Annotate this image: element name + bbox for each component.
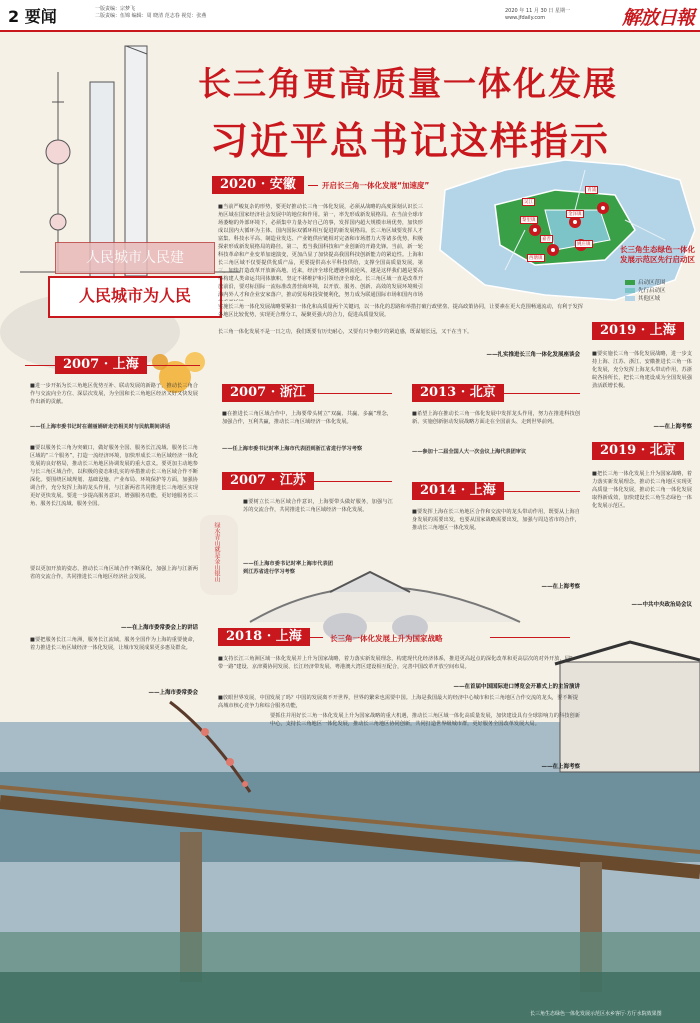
- section-2007-zhejiang-text: ■在推进长三角区域合作中，上海要带头树立“双赢、共赢、多赢”理念，加强合作，互利共赢，推动长三角区域经济一体化发展。: [222, 411, 392, 425]
- section-2013-beijing-text: ■希望上海在推动长三角一体化发展中发挥龙头作用，努力在推进科技创新、实施创新驱动发展战略方面走在全国前头、走到世界前列。: [412, 411, 580, 425]
- map-pin-label: 嘉善: [542, 237, 551, 242]
- map-pin-label: 吴江: [524, 200, 533, 205]
- legend-item: 其他区域: [625, 294, 666, 302]
- section-2020-source: ——扎实推进长三角一体化发展座谈会: [486, 352, 580, 358]
- year-banner-2019-shanghai: 2019 · 上海: [592, 322, 684, 340]
- section-2007-jiangsu-source: ——任上海市委书记时率上海市代表团到江苏省进行学习考察: [243, 561, 333, 575]
- newspaper-logo: 解放日報: [622, 7, 695, 29]
- year-banner: 2020 · 安徽: [212, 176, 304, 194]
- section-2007-shanghai-source-3: ——上海市委常委会: [148, 690, 198, 696]
- section-2018-text-3: 要抓住并用好长三角一体化发展上升为国家战略的重大机遇，推动长三角区域一体化高质量发展，加快建设具有全球影响力的科技创新中心，支持长三角地区一体化发展，推动长三角地区协同创新，共同打造世界级城市群，更好服务全国改革发展大局。: [270, 713, 580, 727]
- section-2019-beijing-source: ——中共中央政治局会议: [631, 602, 692, 608]
- page-number: 2 要闻: [8, 7, 57, 26]
- section-2019-shanghai-text: ■要实施长三角一体化发展战略，进一步支持上海、江苏、浙江、安徽推进长三角一体化发展，充分发挥上海龙头带动作用，苏浙皖各扬所长，把长三角建设成为全国发展强劲活跃增长极。: [592, 351, 692, 389]
- section-2007-shanghai-text-4: ■要把服务长江三角洲，服务长江流域，服务全国作为上海的重要使命，着力推进长三角区域经济一体化发展，让城市发展成果更多惠及群众。: [30, 637, 198, 651]
- masthead: [0, 0, 700, 32]
- year-banner-2007-zhejiang: 2007 · 浙江: [222, 384, 314, 402]
- editor-credits: 一版责编：宗梦飞 二版责编：伍锦 编辑：周 晓清 范志春 视觉：张燕: [95, 6, 207, 19]
- banner-line: [500, 393, 580, 394]
- map-legend: [625, 278, 666, 302]
- year-banner-2007-jiangsu: 2007 · 江苏: [222, 472, 314, 490]
- map-pin-label: 黎里镇: [522, 218, 536, 223]
- year-banner-2019-beijing: 2019 · 北京: [592, 442, 684, 460]
- year-banner-2007-shanghai: 2007 · 上海: [55, 356, 147, 374]
- section-2018-source-1: ——在首届中国国际进口博览会开幕式上的主旨演讲: [453, 684, 580, 690]
- year-banner-2014-shanghai: 2014 · 上海: [412, 482, 504, 500]
- section-2018-text-1: ■支持长江三角洲区域一体化发展并上升为国家战略，着力落实新发展理念，构建现代化经济体系，推进更高起点的深化改革和更高层次的对外开放，同“一带一路”建设、京津冀协同发展、长江经济带发展、粤港澳大湾区建设相互配合，完善中国改革开放空间布局。: [218, 656, 578, 670]
- section-theme: 长三角一体化发展上升为国家战略: [330, 634, 443, 643]
- legend-item: 启动区范围: [625, 278, 666, 286]
- section-2007-shanghai-source-1: ——任上海市委书记时在谢丽娟研走访相关时与民航期间讲话: [30, 424, 171, 430]
- legend-item: 先行启动区: [625, 286, 666, 294]
- section-2018-source-2: ——在上海考察: [541, 764, 580, 770]
- map-pin-label: 西塘镇: [529, 256, 543, 261]
- banner-line: [25, 365, 55, 366]
- issue-date: 2020 年 11 月 30 日 星期一 www.jfdaily.com: [505, 8, 570, 21]
- inscription-text: 绿水青山就是金山银山: [213, 522, 220, 582]
- banner-line: [490, 637, 570, 638]
- banner-line: [500, 491, 580, 492]
- map-pin-label: 姚庄镇: [577, 242, 591, 247]
- banner-line: [310, 393, 392, 394]
- section-2019-shanghai-source: ——在上海考察: [653, 424, 692, 430]
- section-2014-shanghai-source: ——在上海考察: [541, 584, 580, 590]
- banner-line: [303, 637, 323, 638]
- section-2020-text-3: 长三角一体化发展不是一日之功，我们既要有历史耐心，又要有只争朝夕的紧迫感，既谋划长远，又干在当下。: [218, 329, 473, 335]
- section-2007-shanghai-text-3: 要以更加开放的姿态，推动长三角区域合作不断深化，加强上海与江浙两省的交流合作，共同推进长三角地区经济社会发展。: [30, 566, 198, 580]
- section-2007-shanghai-text-1: ■进一步开拓为长三角地区优势互补、联动发展的新路子，推动长三角合作与交流向全方位、深层次发展，为全国和长三角地区经济又好又快发展作出新的贡献。: [30, 383, 198, 405]
- legend-swatch: [625, 280, 635, 285]
- headline-line-1: 长三角更高质量一体化发展: [198, 64, 618, 103]
- map-caption: 长三角生态绿色一体化发展示范区先行启动区: [620, 245, 695, 264]
- banner-line: [310, 481, 392, 482]
- headline-line-2: 习近平总书记这样指示: [210, 118, 611, 163]
- banner-line: [140, 365, 200, 366]
- year-banner-2013-beijing: 2013 · 北京: [412, 384, 504, 402]
- section-2007-shanghai-source-2: ——在上海市委常委会上的讲话: [120, 625, 198, 631]
- section-2019-beijing-text: ■把长三角一体化发展上升为国家战略，着力落实新发展理念，推动长三角地区实现更高质量一体化发展，推动长三角一体化发展取得新成效，加快建设长三角生态绿色一体化发展示范区。: [592, 471, 692, 509]
- section-2007-jiangsu-text: ■要树立长三角区域合作意识，上海要带头做好服务，加强与江苏的交流合作，共同推进长三角区域经济一体化发展。: [243, 499, 393, 513]
- section-2020-text-1: ■当前严峻复杂的形势，要更好推动长三角一体化发展，必须从战略的高度深刻认识长三角区域在国家经济社会发展中的地位和作用。第一，率先形成新发展格局。在当前全球市场萎缩的外部环境下，必须集中力量办好自己的事，发挥国内超大规模市场优势，加快形成以国内大循环为主体、国内国际双循环相互促进的新发展格局。长三角区域要发挥人才富集、科技水平高、制造业发达、产业链供应链相对完备和市场潜力大等诸多优势，积极探索形成新发展格局的路径。第二，勇当我国科技和产业创新的开路先锋。当前，新一轮科技革命和产业变革加速演变，更加凸显了加快提高我国科技创新能力的紧迫性。上海和长三角区域不仅要提供优质产品，更要提供高水平科技供给，支撑全国高质量发展。第三，加快打造改革开放新高地。近来，经济全球化遭遇倒流逆风，越是这样我们越是要高举构建人类命运共同体旗帜，坚定不移维护和引领经济全球化。长三角区域一直是改革开放前沿，要对标国际一流标准改善营商环境，以开放、服务、创新、高效的发展环境吸引海内外人才和企业安家落户，推动贸易和投资便利化，努力成为联通国际市场和国内市场: [218, 204, 423, 298]
- section-2018-text-2: ■放眼世界发展，中国发展了吗？中国的发展离不开世界，世界的繁荣也需要中国。上海是我国最大的经济中心城市和长三角地区合作交流的龙头，要不断提高城市核心竞争力和综合服务功能，: [218, 695, 578, 709]
- banner-line: [308, 185, 318, 186]
- slogan-board: 人民城市为人民: [48, 276, 222, 318]
- section-2014-shanghai-text: ■要发挥上海在长三角地区合作和交流中的龙头带动作用，既要从上海自身发展的需要出发，也要从国家战略需要出发，加强与周边省市的合作，推动长三角地区一体化发展。: [412, 509, 580, 531]
- section-2007-shanghai-text-2: ■要以服务长三角为突破口，做好服务全国、服务长江流域、服务长三角区域的“三个服务”，打造一流经济环境，加快形成长三角区域经济一体化发展的良好格局，推动长三角地区协调发展的重大意义。要更加主动地参与长三角区域合作，以积极的姿态和扎实的举措推动长三角区域合作不断深化。要围绕区域规划、基础设施、产业布局、环境保护等方面，加强协调合作，充分发挥上海的龙头作用，与江浙两省共同推进长三角地区实现更好更快发展。要进一步提高服务意识，增强服务功能，更好地服务长三角、服务长江流域、服务全国。: [30, 445, 198, 507]
- slogan-upper: 人民城市人民建: [55, 242, 215, 274]
- section-theme: 开启长三角一体化发展“加速度”: [322, 181, 430, 190]
- legend-swatch: [625, 288, 635, 293]
- legend-swatch: [625, 296, 635, 301]
- section-2013-beijing-source: ——参加十二届全国人大一次会议上海代表团审议: [412, 449, 527, 455]
- year-banner-2018-shanghai: 2018 · 上海: [218, 628, 310, 646]
- photo-caption: 长三角生态绿色一体化发展示范区水乡客厅·方厅水院效果图: [530, 1011, 662, 1017]
- map-pin-label: 青浦: [587, 188, 596, 193]
- section-2007-zhejiang-source: ——任上海市委书记时率上海市代表团到浙江省进行学习考察: [222, 446, 363, 452]
- map-pin-label: 金泽镇: [568, 212, 582, 217]
- section-2020-text-2: 实施长三角一体化发展战略要紧扣一体化和高质量两个关键词，以一体化的思路和举措打破行政壁垒、提高政策协同，让要素在更大范围畅通流动，有利于发挥各地区比较优势，实现更合理分工，凝聚更强大的合力，促进高质量发展。: [218, 304, 583, 318]
